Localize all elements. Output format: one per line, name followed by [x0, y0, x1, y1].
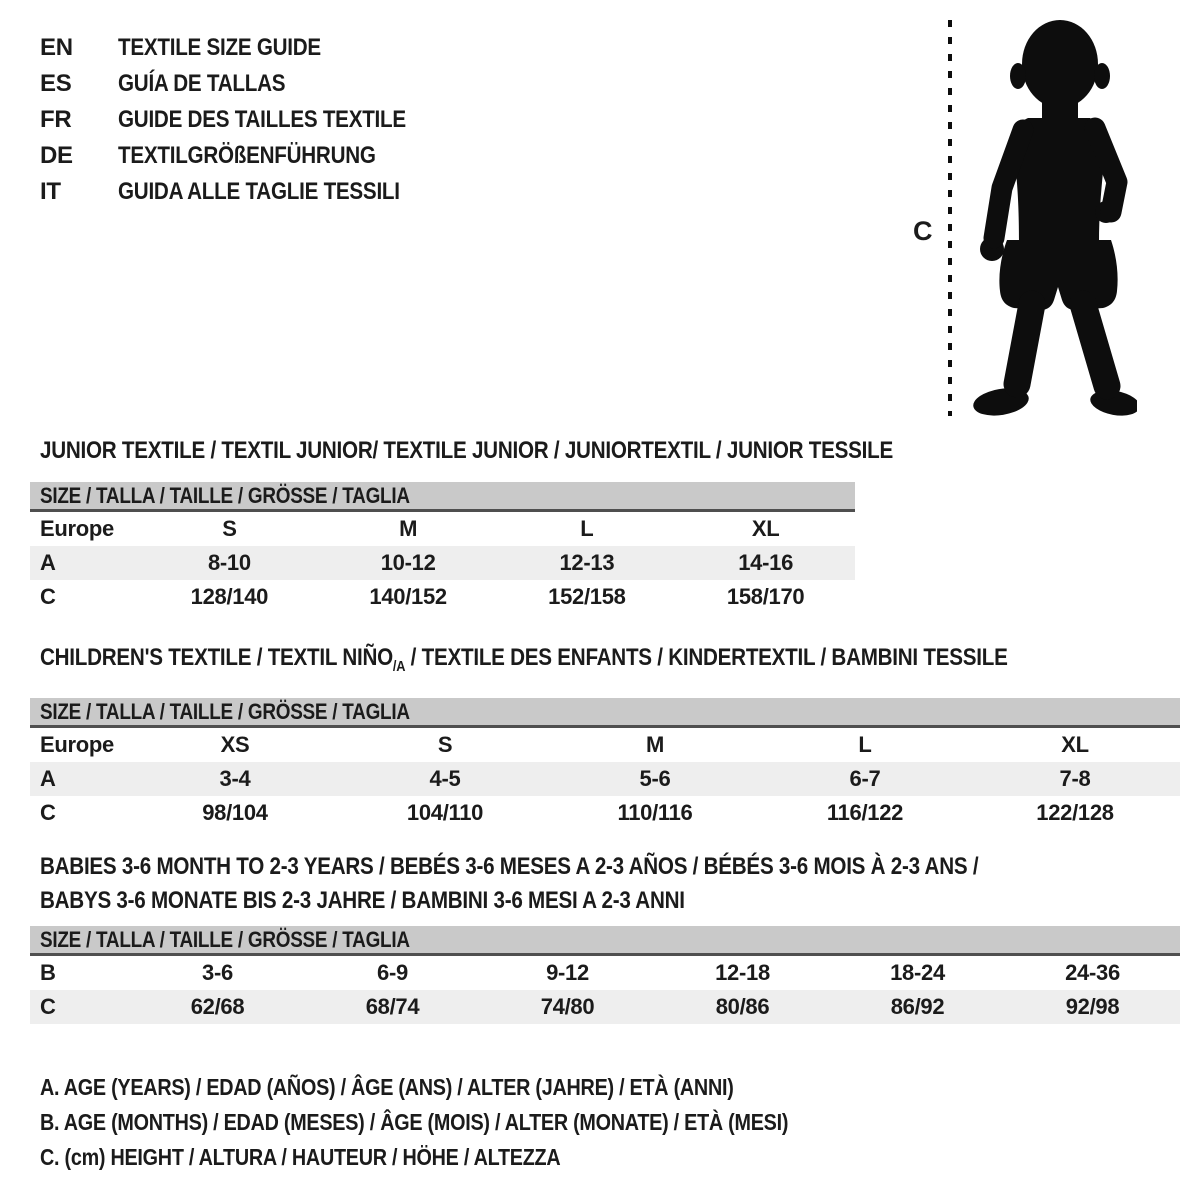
size-cell: 92/98: [1005, 990, 1180, 1024]
children-size-table: [30, 728, 1180, 830]
lang-row-es: [40, 70, 453, 97]
size-cell: 152/158: [548, 584, 626, 609]
size-cell: 6-9: [377, 960, 408, 985]
legend-line-c: C. (cm) HEIGHT / ALTURA / HAUTEUR / HÖHE / ALTEZZA: [40, 1144, 561, 1170]
size-cell: 14-16: [676, 546, 855, 580]
legend-line-a: A. AGE (YEARS) / EDAD (AÑOS) / ÂGE (ANS) / ALTER (JAHRE) / ETÀ (ANNI): [40, 1074, 734, 1100]
row-label: A: [30, 546, 140, 580]
row-label: B: [40, 960, 56, 985]
size-cell: XS: [220, 731, 250, 757]
size-cell: L: [580, 516, 594, 541]
table-row: [30, 580, 855, 614]
row-label: C: [40, 799, 56, 825]
size-cell: 116/122: [826, 799, 904, 825]
size-cell: 12-18: [715, 960, 770, 985]
table-row: [30, 956, 1180, 990]
size-cell: 128/140: [190, 584, 269, 609]
size-header-bar: SIZE / TALLA / TAILLE / GRÖSSE / TAGLIA: [30, 926, 1180, 956]
table-row: [30, 990, 1180, 1024]
section-childrens-textile: [30, 643, 1180, 830]
size-cell: 24-36: [1065, 960, 1120, 985]
size-cell: 5-6: [550, 762, 760, 796]
size-cell: 122/128: [1036, 799, 1114, 825]
section-heading: JUNIOR TEXTILE / TEXTIL JUNIOR/ TEXTILE JUNIOR / JUNIORTEXTIL / JUNIOR TESSILE: [40, 437, 893, 464]
height-dashed-line-icon: [946, 16, 954, 420]
lang-title: GUIDA ALLE TAGLIE TESSILI: [118, 178, 400, 205]
section-heading: CHILDREN'S TEXTILE / TEXTIL $NIÑO_{/A}$ / TEXTILE DES ENFANTS / KINDERTEXTIL / BAMBINI TESSILE: [40, 644, 1008, 675]
baby-silhouette-icon: [965, 16, 1137, 420]
lang-code: EN: [40, 34, 73, 61]
size-cell: 7-8: [970, 762, 1180, 796]
language-guide: [40, 34, 453, 214]
junior-size-table: [30, 512, 855, 614]
size-cell: 158/170: [726, 584, 805, 609]
lang-code: IT: [40, 178, 61, 205]
row-label: C: [30, 990, 130, 1024]
size-cell: 80/86: [655, 990, 830, 1024]
table-row: [30, 512, 855, 546]
size-cell: 6-7: [760, 762, 970, 796]
height-figure: [905, 16, 1155, 420]
size-cell: 9-12: [546, 960, 589, 985]
size-cell: 3-6: [202, 960, 233, 985]
size-cell: 86/92: [830, 990, 1005, 1024]
size-cell: 74/80: [480, 990, 655, 1024]
size-cell: M: [645, 731, 665, 757]
size-header-bar: SIZE / TALLA / TAILLE / GRÖSSE / TAGLIA: [30, 482, 855, 512]
measurement-legend: [40, 1070, 910, 1175]
table-row: [30, 762, 1180, 796]
size-cell: S: [437, 731, 453, 757]
size-cell: M: [399, 516, 418, 541]
size-cell: S: [222, 516, 237, 541]
size-cell: 8-10: [140, 546, 319, 580]
size-cell: 12-13: [498, 546, 677, 580]
legend-line-b: B. AGE (MONTHS) / EDAD (MESES) / ÂGE (MOIS) / ALTER (MONATE) / ETÀ (MESI): [40, 1109, 789, 1135]
size-cell: L: [858, 731, 872, 757]
section-junior-textile: [30, 436, 893, 614]
lang-code: ES: [40, 70, 72, 97]
lang-title: GUIDE DES TAILLES TEXTILE: [118, 106, 406, 133]
babies-size-table: [30, 956, 1180, 1024]
size-cell: 104/110: [406, 799, 484, 825]
row-label: A: [30, 762, 130, 796]
lang-row-en: [40, 34, 453, 61]
table-row: [30, 796, 1180, 830]
section-babies-textile: [30, 850, 1180, 1024]
table-row: [30, 546, 855, 580]
lang-title: GUÍA DE TALLAS: [118, 70, 286, 97]
size-cell: 140/152: [369, 584, 447, 609]
row-label: C: [40, 584, 56, 609]
size-cell: 3-4: [130, 762, 340, 796]
size-cell: 110/116: [617, 799, 693, 825]
size-cell: XL: [1061, 731, 1089, 757]
lang-code: DE: [40, 142, 73, 169]
lang-title: TEXTILGRÖßENFÜHRUNG: [118, 142, 376, 169]
lang-row-it: [40, 178, 453, 205]
lang-row-de: [40, 142, 453, 169]
size-cell: 10-12: [319, 546, 498, 580]
size-cell: XL: [751, 516, 780, 541]
lang-row-fr: [40, 106, 453, 133]
section-heading: BABIES 3-6 MONTH TO 2-3 YEARS / BEBÉS 3-6 MESES A 2-3 AÑOS / BÉBÉS 3-6 MOIS À 2-3 ANS / BABYS 3-6 MONATE BIS 2-3 JAHRE / BAMBINI 3-6 MESI A 2-3 ANNI: [40, 853, 979, 914]
size-cell: 18-24: [890, 960, 945, 985]
lang-code: FR: [40, 106, 72, 133]
size-header-bar: SIZE / TALLA / TAILLE / GRÖSSE / TAGLIA: [30, 698, 1180, 728]
lang-title: TEXTILE SIZE GUIDE: [118, 34, 321, 61]
row-label: Europe: [40, 516, 114, 541]
size-cell: 62/68: [130, 990, 305, 1024]
size-cell: 4-5: [340, 762, 550, 796]
table-row: [30, 728, 1180, 762]
size-cell: 98/104: [202, 799, 268, 825]
size-cell: 68/74: [305, 990, 480, 1024]
row-label: Europe: [40, 731, 114, 757]
height-measure-label: C: [913, 216, 933, 246]
